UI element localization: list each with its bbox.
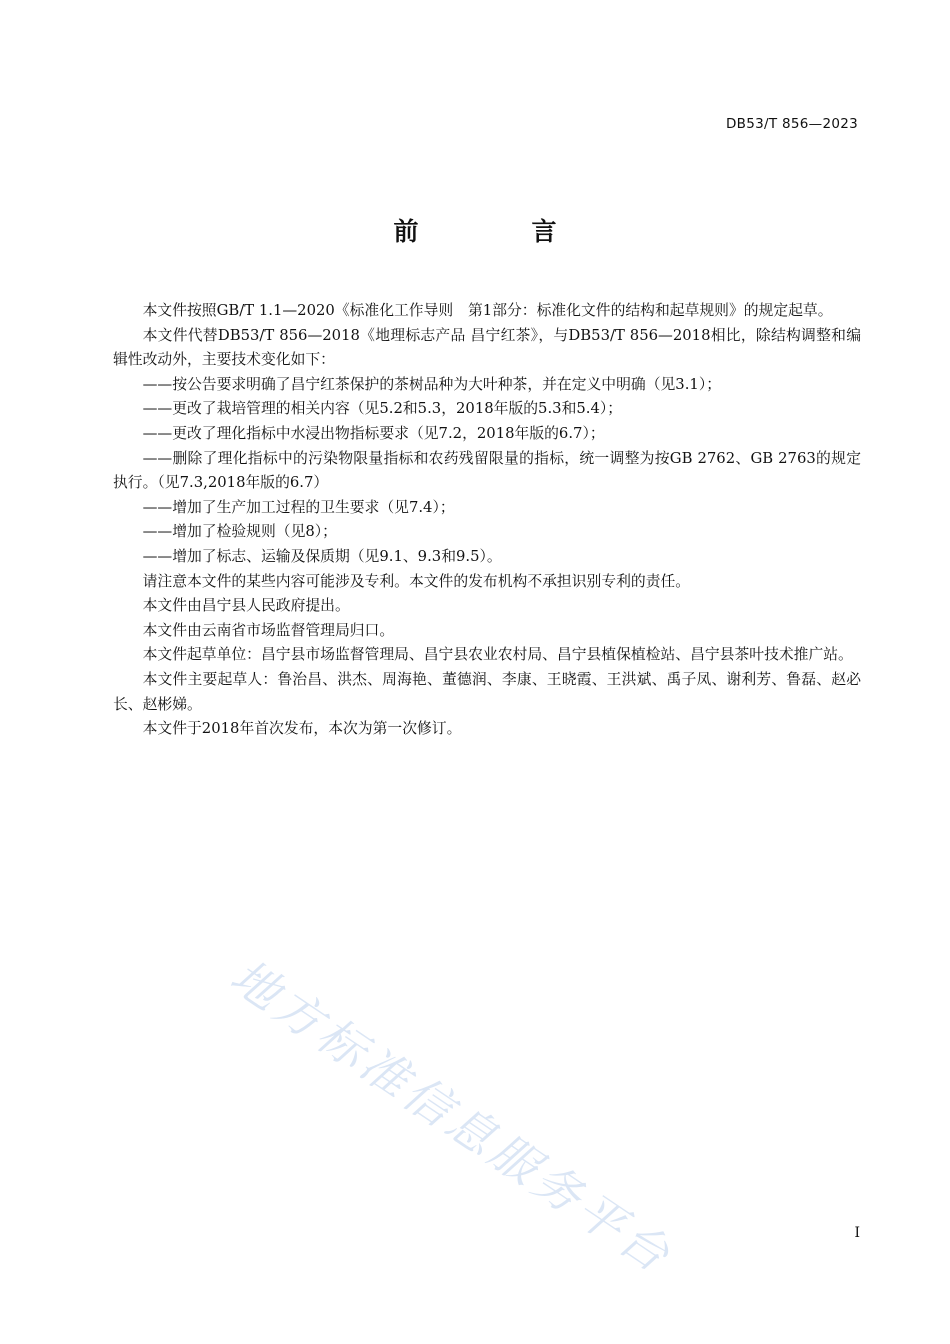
document-code: DB53/T 856—2023 xyxy=(725,116,858,132)
change-item: ——增加了检验规则（见8）； xyxy=(142,523,337,541)
paragraph: 本文件于2018年首次发布，本次为第一次修订。 xyxy=(142,720,462,738)
paragraph: 本文件代替DB53/T 856—2018《地理标志产品 昌宁红茶》，与DB53/T 856—2018相比，除结构调整和编辑性改动外，主要技术变化如下： xyxy=(113,326,861,369)
change-item: ——增加了生产加工过程的卫生要求（见7.4）； xyxy=(142,498,455,516)
change-item: ——删除了理化指标中的污染物限量指标和农药残留限量的指标，统一调整为按GB 2762、GB 2763的规定执行。（见7.3,2018年版的6.7） xyxy=(113,449,861,492)
paragraph: 本文件主要起草人：鲁治昌、洪杰、周海艳、董德润、李康、王晓霞、王洪斌、禹子凤、谢利芳、鲁磊、赵必长、赵彬娣。 xyxy=(113,670,861,713)
paragraph: 本文件由云南省市场监督管理局归口。 xyxy=(142,621,395,639)
foreword-body xyxy=(113,299,861,742)
paragraph: 本文件按照GB/T 1.1—2020《标准化工作导则 第1部分：标准化文件的结构和起草规则》的规定起草。 xyxy=(142,302,833,319)
page-number: I xyxy=(854,1225,860,1241)
paragraph: 请注意本文件的某些内容可能涉及专利。本文件的发布机构不承担识别专利的责任。 xyxy=(142,572,691,590)
paragraph: 本文件由昌宁县人民政府提出。 xyxy=(142,597,350,615)
change-item: ——按公告要求明确了昌宁红茶保护的茶树品种为大叶种茶，并在定义中明确（见3.1）； xyxy=(142,375,722,393)
change-item: ——更改了理化指标中水浸出物指标要求（见7.2，2018年版的6.7）； xyxy=(142,424,605,442)
change-item: ——增加了标志、运输及保质期（见9.1、9.3和9.5）。 xyxy=(142,547,502,565)
paragraph: 本文件起草单位：昌宁县市场监督管理局、昌宁县农业农村局、昌宁县植保植检站、昌宁县茶叶技术推广站。 xyxy=(142,646,853,664)
watermark: 地方标准信息服务平台 xyxy=(220,949,683,1286)
change-item: ——更改了栽培管理的相关内容（见5.2和5.3，2018年版的5.3和5.4）； xyxy=(142,400,623,418)
page-title: 前 言 xyxy=(393,217,601,246)
